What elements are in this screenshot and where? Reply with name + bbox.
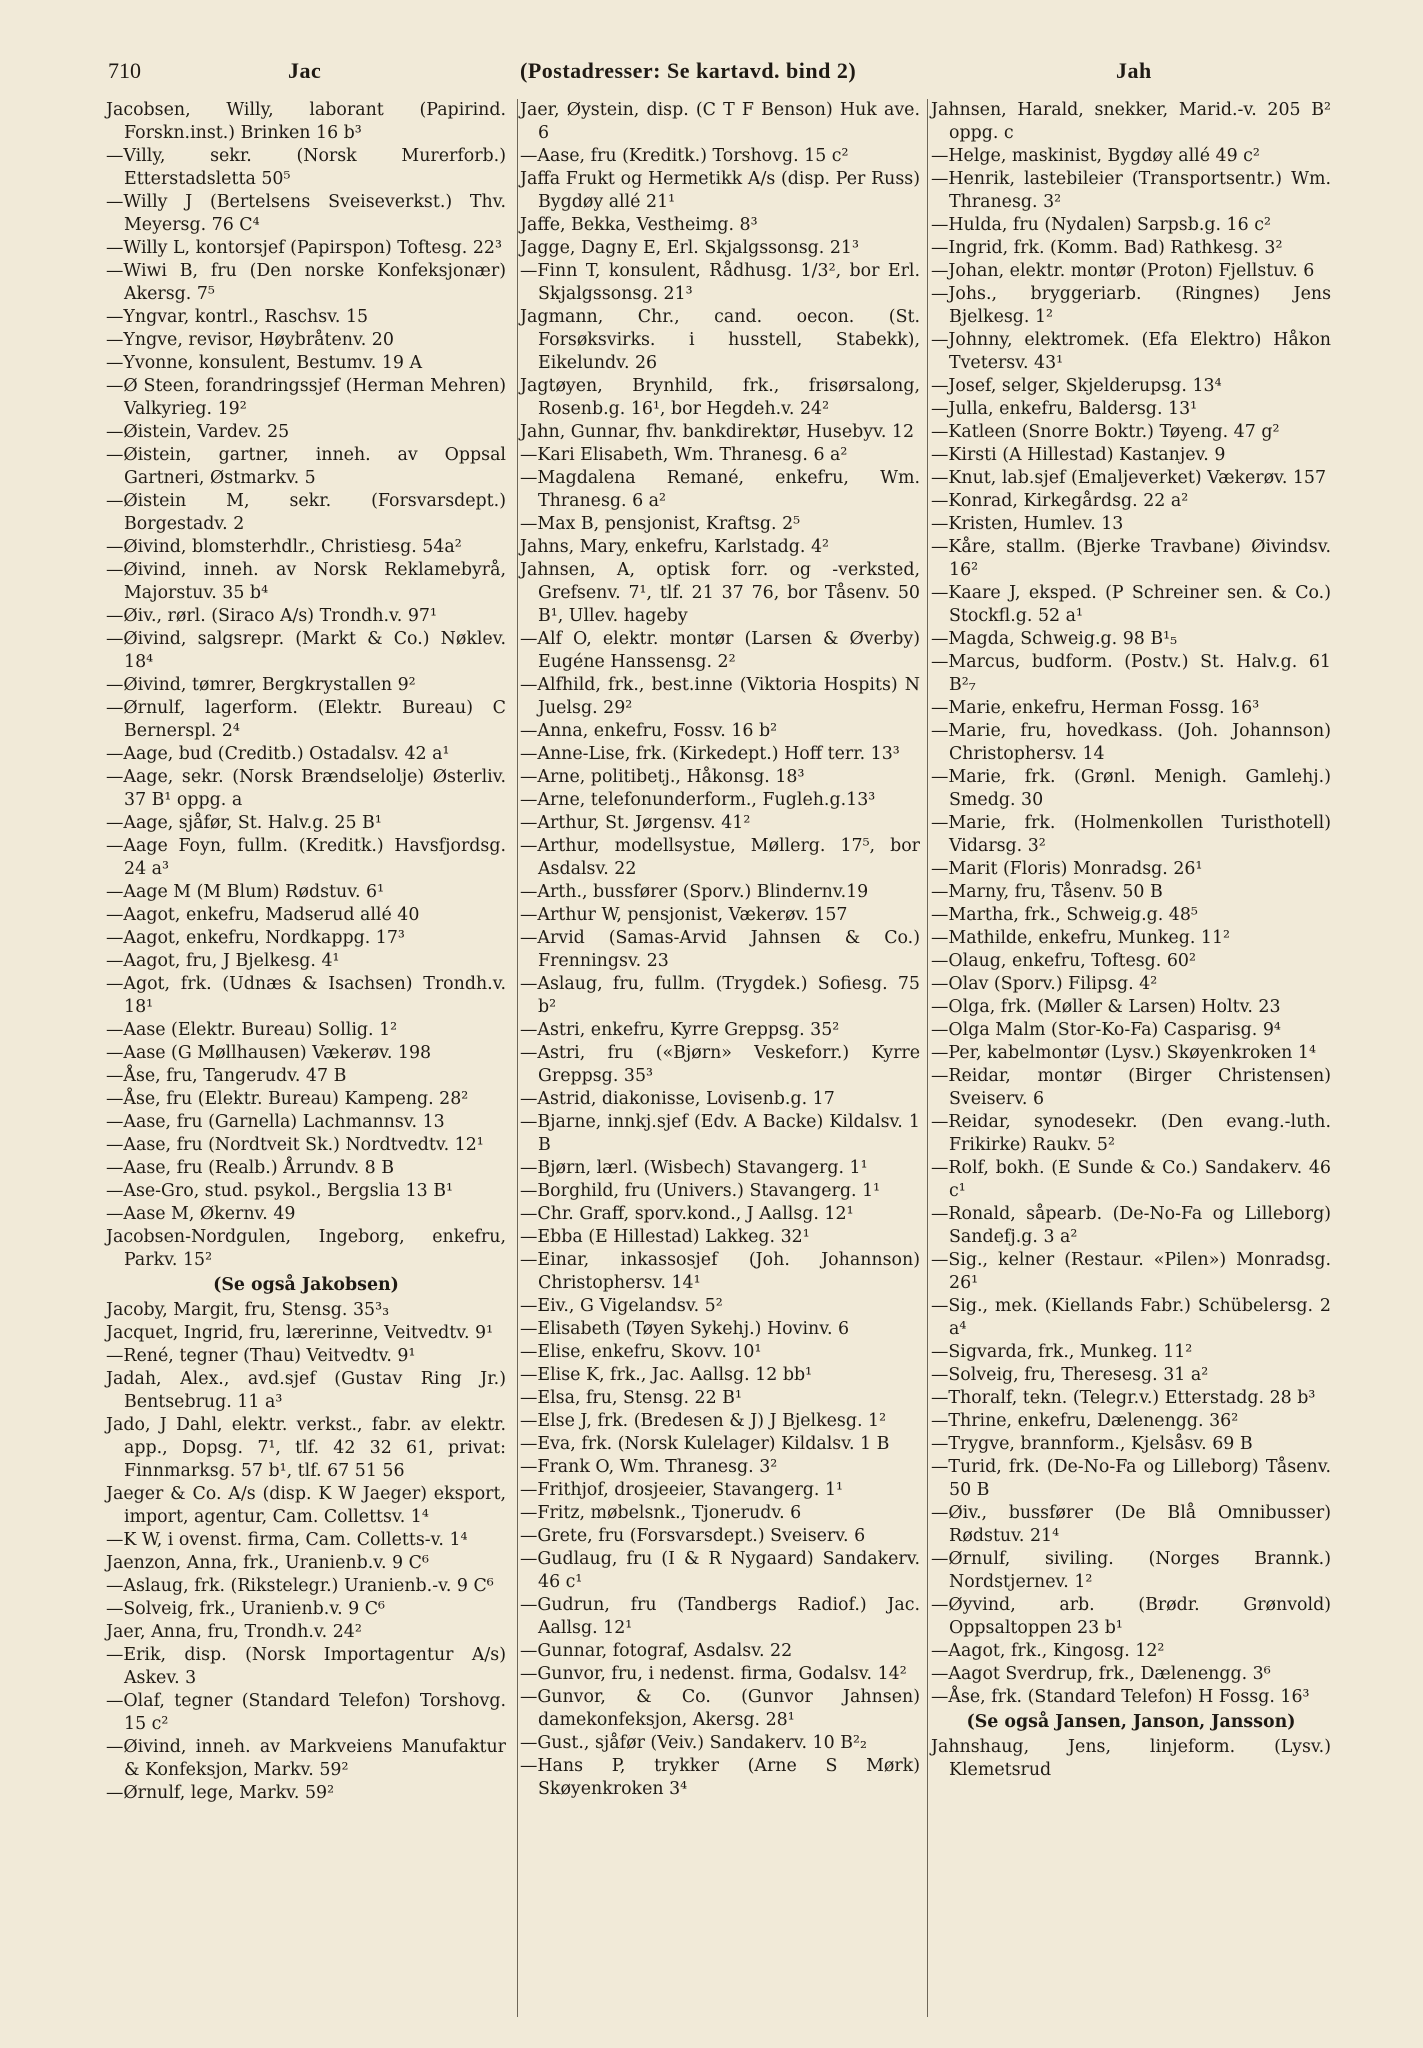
directory-entry: —Marie, frk. (Grønl. Menigh. Gamlehj.) Smedg. 30 (931, 767, 1331, 810)
directory-entry: —Øivind, tømrer, Bergkrystallen 9² (106, 675, 416, 695)
directory-entry: —Kristen, Humlev. 13 (931, 514, 1124, 534)
directory-entry: —Else J, frk. (Bredesen & J) J Bjelkesg. 1² (520, 1411, 887, 1431)
directory-entry: —Bjørn, lærl. (Wisbech) Stavangerg. 1¹ (520, 1158, 868, 1178)
directory-entry: —Marie, frk. (Holmenkollen Turisthotell) Vidarsg. 3² (931, 813, 1331, 856)
directory-entry: —Josef, selger, Skjelderupsg. 13⁴ (931, 376, 1222, 396)
directory-entry: —Frithjof, drosjeeier, Stavangerg. 1¹ (520, 1480, 844, 1500)
directory-entry: —Turid, frk. (De-No-Fa og Lilleborg) Tåsenv. 50 B (931, 1457, 1331, 1500)
directory-entry: —Yvonne, konsulent, Bestumv. 19 A (106, 353, 423, 373)
directory-entry: —Astrid, diakonisse, Lovisenb.g. 17 (520, 1089, 835, 1109)
directory-entry: —Olaug, enkefru, Toftesg. 60² (931, 951, 1196, 971)
column-2 (520, 99, 920, 1801)
directory-entry: —Arth., bussfører (Sporv.) Blindernv.19 (520, 882, 869, 902)
directory-entry: —Marcus, budform. (Postv.) St. Halv.g. 61 B²₇ (931, 652, 1331, 695)
directory-entry: Jaenzon, Anna, frk., Uranienb.v. 9 C⁶ (106, 1553, 429, 1573)
directory-entry: —Øivind, blomsterhdlr., Christiesg. 54a² (106, 537, 462, 557)
directory-entry: —Sig., mek. (Kiellands Fabr.) Schübelersg. 2 a⁴ (931, 1296, 1331, 1339)
directory-entry: —Elise K, frk., Jac. Aallsg. 12 bb¹ (520, 1365, 813, 1385)
directory-entry: Jacobsen, Willy, laborant (Papirind. Forskn.inst.) Brinken 16 b³ (106, 100, 506, 143)
left-keyword: Jac (288, 58, 322, 83)
directory-entry: Jaer, Øystein, disp. (C T F Benson) Huk ave. 6 (520, 100, 920, 143)
directory-entry: —Aagot, enkefru, Nordkappg. 17³ (106, 928, 405, 948)
directory-entry: —Gust., sjåfør (Veiv.) Sandakerv. 10 B²₂ (520, 1733, 867, 1753)
page-number: 710 (108, 58, 141, 83)
page-header (108, 58, 1348, 98)
directory-entry: —Arthur, St. Jørgensv. 41² (520, 813, 751, 833)
directory-entry: —Fritz, møbelsnk., Tjonerudv. 6 (520, 1503, 802, 1523)
directory-entry: —Willy L, kontorsjef (Papirspon) Toftesg. 22³ (106, 238, 502, 258)
directory-entry: —Willy J (Bertelsens Sveiseverkst.) Thv. Meyersg. 76 C⁴ (106, 192, 506, 235)
directory-entry: Jahns, Mary, enkefru, Karlstadg. 4² (520, 537, 829, 557)
directory-entry: —Rolf, bokh. (E Sunde & Co.) Sandakerv. 46 c¹ (931, 1158, 1331, 1201)
directory-entry: —Arvid (Samas-Arvid Jahnsen & Co.) Frenningsv. 23 (520, 928, 920, 971)
directory-entry: —Elise, enkefru, Skovv. 10¹ (520, 1342, 762, 1362)
directory-entry: —Helge, maskinist, Bygdøy allé 49 c² (931, 146, 1260, 166)
directory-entry: —Øivind, salgsrepr. (Markt & Co.) Nøklev. 18⁴ (106, 629, 506, 672)
directory-entry: Jacobsen-Nordgulen, Ingeborg, enkefru, Parkv. 15² (106, 1227, 506, 1270)
directory-entry: Jahnsen, Harald, snekker, Marid.-v. 205 B² oppg. c (931, 100, 1331, 143)
directory-entry: —Arthur W, pensjonist, Vækerøv. 157 (520, 905, 848, 925)
directory-entry: —René, tegner (Thau) Veitvedtv. 9¹ (106, 1346, 416, 1366)
directory-entry: —Øistein M, sekr. (Forsvarsdept.) Borgestadv. 2 (106, 491, 506, 534)
directory-entry: —Øyvind, arb. (Brødr. Grønvold) Oppsaltoppen 23 b¹ (931, 1595, 1331, 1638)
directory-entry: —Erik, disp. (Norsk Importagentur A/s) Askev. 3 (106, 1645, 506, 1688)
directory-entry: Jaeger & Co. A/s (disp. K W Jaeger) eksport, import, agentur, Cam. Collettsv. 1⁴ (106, 1484, 506, 1527)
directory-entry: —Åse, fru, Tangerudv. 47 B (106, 1066, 347, 1086)
directory-entry: Jaffe, Bekka, Vestheimg. 8³ (520, 215, 758, 235)
directory-entry: —Martha, frk., Schweig.g. 48⁵ (931, 905, 1198, 925)
directory-entry: —Wiwi B, fru (Den norske Konfeksjonær) Akersg. 7⁵ (106, 261, 506, 304)
directory-entry: —Magda, Schweig.g. 98 B¹₅ (931, 629, 1178, 649)
directory-entry: Jahnsen, A, optisk forr. og -verksted, Grefsenv. 7¹, tlf. 21 37 76, bor Tåsenv. 50 B¹, Ullev. hageby (520, 560, 920, 626)
directory-entry: —Aase (Elektr. Bureau) Sollig. 1² (106, 1020, 398, 1040)
directory-entry: —Alf O, elektr. montør (Larsen & Øverby) Eugéne Hanssensg. 2² (520, 629, 920, 672)
directory-entry: —Kirsti (A Hillestad) Kastanjev. 9 (931, 445, 1226, 465)
directory-entry: Jaffa Frukt og Hermetikk A/s (disp. Per Russ) Bygdøy allé 21¹ (520, 169, 920, 212)
directory-entry: —Gudrun, fru (Tandbergs Radiof.) Jac. Aallsg. 12¹ (520, 1595, 920, 1638)
directory-entry: —Øistein, Vardev. 25 (106, 422, 290, 442)
directory-entry: —Åse, fru (Elektr. Bureau) Kampeng. 28² (106, 1089, 469, 1109)
directory-entry: —Øiv., rørl. (Siraco A/s) Trondh.v. 97¹ (106, 606, 437, 626)
directory-entry: —Ørnulf, lagerform. (Elektr. Bureau) C Bernerspl. 2⁴ (106, 698, 506, 741)
directory-entry: —Solveig, frk., Uranienb.v. 9 C⁶ (106, 1599, 386, 1619)
directory-entry: —Ørnulf, siviling. (Norges Brannk.) Nordstjernev. 1² (931, 1549, 1331, 1592)
directory-entry: —Anna, enkefru, Fossv. 16 b² (520, 721, 778, 741)
directory-entry: —Gunnar, fotograf, Asdalsv. 22 (520, 1641, 793, 1661)
directory-entry: —Øiv., bussfører (De Blå Omnibusser) Rødstuv. 21⁴ (931, 1503, 1331, 1546)
directory-entry: —Aslaug, frk. (Rikstelegr.) Uranienb.-v. 9 C⁶ (106, 1576, 494, 1596)
directory-entry: Jagtøyen, Brynhild, frk., frisørsalong, Rosenb.g. 16¹, bor Hegdeh.v. 24² (520, 376, 920, 419)
directory-entry: —Gunvor, & Co. (Gunvor Jahnsen) damekonfeksjon, Akersg. 28¹ (520, 1687, 920, 1730)
directory-entry: —Anne-Lise, frk. (Kirkedept.) Hoff terr. 13³ (520, 744, 900, 764)
directory-entry: (Se også Jansen, Janson, Jansson) (966, 1712, 1296, 1732)
directory-entry: —Eva, frk. (Norsk Kulelager) Kildalsv. 1 B (520, 1434, 890, 1454)
directory-entry: —Aage Foyn, fullm. (Kreditk.) Havsfjordsg. 24 a³ (106, 836, 506, 879)
directory-entry: —Grete, fru (Forsvarsdept.) Sveiserv. 6 (520, 1526, 866, 1546)
directory-entry: —Finn T, konsulent, Rådhusg. 1/3², bor Erl. Skjalgssonsg. 21³ (520, 261, 920, 304)
directory-entry: —Johan, elektr. montør (Proton) Fjellstuv. 6 (931, 261, 1315, 281)
directory-entry: —Johs., bryggeriarb. (Ringnes) Jens Bjelkesg. 1² (931, 284, 1331, 327)
directory-entry: —Arne, politibetj., Håkonsg. 18³ (520, 767, 805, 787)
directory-entry: —Johnny, elektromek. (Efa Elektro) Håkon Tvetersv. 43¹ (931, 330, 1331, 373)
directory-entry: —Bjarne, innkj.sjef (Edv. A Backe) Kildalsv. 1 B (520, 1112, 920, 1155)
directory-entry: —Astri, fru («Bjørn» Veskeforr.) Kyrre Greppsg. 35³ (520, 1043, 920, 1086)
directory-entry: —Aase, fru (Nordtveit Sk.) Nordtvedtv. 12¹ (106, 1135, 484, 1155)
directory-entry: —Aase, fru (Kreditk.) Torshovg. 15 c² (520, 146, 849, 166)
directory-entry: —Mathilde, enkefru, Munkeg. 11² (931, 928, 1231, 948)
directory-entry: —Alfhild, frk., best.inne (Viktoria Hospits) N Juelsg. 29² (520, 675, 920, 718)
directory-entry: —Aage, sekr. (Norsk Brændselolje) Østerliv. 37 B¹ oppg. a (106, 767, 506, 810)
directory-entry: —Marie, enkefru, Herman Fossg. 16³ (931, 698, 1260, 718)
directory-entry: —Thoralf, tekn. (Telegr.v.) Etterstadg. 28 b³ (931, 1388, 1316, 1408)
directory-entry: Jaer, Anna, fru, Trondh.v. 24² (106, 1622, 362, 1642)
directory-entry: —Olga Malm (Stor-Ko-Fa) Casparisg. 9⁴ (931, 1020, 1281, 1040)
directory-entry: Jado, J Dahl, elektr. verkst., fabr. av elektr. app., Dopsg. 7¹, tlf. 42 32 61, privat: Finnmarksg. 57 b¹, tlf. 67 51 56 (106, 1415, 506, 1481)
directory-entry: —Aase, fru (Garnella) Lachmannsv. 13 (106, 1112, 445, 1132)
directory-entry: —Ase-Gro, stud. psykol., Bergslia 13 B¹ (106, 1181, 453, 1201)
directory-entry: —Ørnulf, lege, Markv. 59² (106, 1783, 335, 1803)
directory-entry: —Aase, fru (Realb.) Årrundv. 8 B (106, 1158, 395, 1178)
directory-entry: —Hulda, fru (Nydalen) Sarpsb.g. 16 c² (931, 215, 1271, 235)
directory-entry: —Ebba (E Hillestad) Lakkeg. 32¹ (520, 1227, 810, 1247)
column-divider (927, 99, 928, 2017)
directory-entry: (Se også Jakobsen) (213, 1275, 399, 1295)
directory-entry: —Hans P, trykker (Arne S Mørk) Skøyenkroken 3⁴ (520, 1756, 920, 1799)
directory-entry: —Sig., kelner (Restaur. «Pilen») Monradsg. 26¹ (931, 1250, 1331, 1293)
directory-entry: —Magdalena Remané, enkefru, Wm. Thranesg. 6 a² (520, 468, 920, 511)
directory-entry: —Øivind, inneh. av Markveiens Manufaktur & Konfeksjon, Markv. 59² (106, 1737, 506, 1780)
column-3 (931, 99, 1331, 1782)
directory-entry: —Aage, sjåfør, St. Halv.g. 25 B¹ (106, 813, 382, 833)
directory-entry: —Aagot, fru, J Bjelkesg. 4¹ (106, 951, 340, 971)
directory-entry: —Olav (Sporv.) Filipsg. 4² (931, 974, 1158, 994)
directory-entry: —Knut, lab.sjef (Emaljeverket) Vækerøv. 157 (931, 468, 1327, 488)
directory-entry: —Øivind, inneh. av Norsk Reklamebyrå, Majorstuv. 35 b⁴ (106, 560, 506, 603)
directory-entry: —Agot, frk. (Udnæs & Isachsen) Trondh.v. 18¹ (106, 974, 506, 1017)
directory-entry: —Borghild, fru (Univers.) Stavangerg. 1¹ (520, 1181, 881, 1201)
directory-entry: —Aagot Sverdrup, frk., Dælenengg. 3⁶ (931, 1664, 1271, 1684)
directory-entry: Jacoby, Margit, fru, Stensg. 35³₃ (106, 1300, 390, 1320)
directory-entry: —Ronald, såpearb. (De-No-Fa og Lilleborg) Sandefj.g. 3 a² (931, 1204, 1331, 1247)
directory-entry: —Astri, enkefru, Kyrre Greppsg. 35² (520, 1020, 840, 1040)
directory-entry: —Kaare J, eksped. (P Schreiner sen. & Co.) Stockfl.g. 52 a¹ (931, 583, 1331, 626)
directory-entry: —Reidar, montør (Birger Christensen) Sveiserv. 6 (931, 1066, 1331, 1109)
directory-entry: —Sigvarda, frk., Munkeg. 11² (931, 1342, 1193, 1362)
directory-entry: —Aage, bud (Creditb.) Ostadalsv. 42 a¹ (106, 744, 450, 764)
directory-entry: —Julla, enkefru, Baldersg. 13¹ (931, 399, 1198, 419)
directory-entry: —Marie, fru, hovedkass. (Joh. Johannson) Christophersv. 14 (931, 721, 1331, 764)
directory-entry: —Marit (Floris) Monradsg. 26¹ (931, 859, 1203, 879)
directory-entry: —Aase M, Økernv. 49 (106, 1204, 296, 1224)
directory-entry: —Eiv., G Vigelandsv. 5² (520, 1296, 723, 1316)
directory-entry: Jahn, Gunnar, fhv. bankdirektør, Husebyv. 12 (520, 422, 915, 442)
directory-entry: —Einar, inkassosjef (Joh. Johannson) Christophersv. 14¹ (520, 1250, 920, 1293)
directory-entry: —Trygve, brannform., Kjelsåsv. 69 B (931, 1434, 1253, 1454)
directory-entry: —Olaf, tegner (Standard Telefon) Torshovg. 15 c² (106, 1691, 506, 1734)
directory-entry: —Kåre, stallm. (Bjerke Travbane) Øivindsv. 16² (931, 537, 1331, 580)
directory-entry: Jacquet, Ingrid, fru, lærerinne, Veitvedtv. 9¹ (106, 1323, 494, 1343)
directory-entry: —Olga, frk. (Møller & Larsen) Holtv. 23 (931, 997, 1281, 1017)
directory-entry: —Reidar, synodesekr. (Den evang.-luth. Frikirke) Raukv. 5² (931, 1112, 1331, 1155)
directory-entry: —Marny, fru, Tåsenv. 50 B (931, 882, 1163, 902)
directory-entry: —Per, kabelmontør (Lysv.) Skøyenkroken 1⁴ (931, 1043, 1316, 1063)
directory-entry: —K W, i ovenst. firma, Cam. Colletts-v. 1⁴ (106, 1530, 468, 1550)
directory-entry: —Gudlaug, fru (I & R Nygaard) Sandakerv. 46 c¹ (520, 1549, 920, 1592)
right-keyword: Jah (1116, 58, 1152, 83)
directory-entry: —Max B, pensjonist, Kraftsg. 2⁵ (520, 514, 801, 534)
directory-entry: —Chr. Graff, sporv.kond., J Aallsg. 12¹ (520, 1204, 854, 1224)
directory-entry: —Frank O, Wm. Thranesg. 3² (520, 1457, 778, 1477)
directory-entry: —Kari Elisabeth, Wm. Thranesg. 6 a² (520, 445, 848, 465)
directory-entry: Jagmann, Chr., cand. oecon. (St. Forsøksvirks. i husstell, Stabekk), Eikelundv. 26 (520, 307, 920, 373)
directory-entry: —Elisabeth (Tøyen Sykehj.) Hovinv. 6 (520, 1319, 850, 1339)
directory-entry: —Konrad, Kirkegårdsg. 22 a² (931, 491, 1189, 511)
directory-entry: Jagge, Dagny E, Erl. Skjalgssonsg. 21³ (520, 238, 859, 258)
directory-entry: —Elsa, fru, Stensg. 22 B¹ (520, 1388, 742, 1408)
directory-entry: —Aagot, frk., Kingosg. 12² (931, 1641, 1165, 1661)
directory-entry: —Ø Steen, forandringssjef (Herman Mehren) Valkyrieg. 19² (106, 376, 506, 419)
directory-entry: Jahnshaug, Jens, linjeform. (Lysv.) Klemetsrud (931, 1737, 1331, 1780)
column-1 (106, 99, 506, 1805)
column-divider (517, 99, 518, 2017)
directory-entry: —Aslaug, fru, fullm. (Trygdek.) Sofiesg. 75 b² (520, 974, 920, 1017)
directory-entry: —Henrik, lastebileier (Transportsentr.) Wm. Thranesg. 3² (931, 169, 1331, 212)
directory-entry: —Thrine, enkefru, Dælenengg. 36² (931, 1411, 1239, 1431)
directory-entry: Jadah, Alex., avd.sjef (Gustav Ring Jr.) Bentsebrug. 11 a³ (106, 1369, 506, 1412)
directory-entry: —Solveig, fru, Theresesg. 31 a² (931, 1365, 1209, 1385)
directory-entry: —Aase (G Møllhausen) Vækerøv. 198 (106, 1043, 432, 1063)
directory-entry: —Katleen (Snorre Boktr.) Tøyeng. 47 g² (931, 422, 1280, 442)
directory-entry: —Yngve, revisor, Høybråtenv. 20 (106, 330, 394, 350)
directory-entry: —Arne, telefonunderform., Fugleh.g.13³ (520, 790, 876, 810)
header-title: (Postadresser: Se kartavd. bind 2) (520, 58, 857, 83)
directory-entry: —Arthur, modellsystue, Møllerg. 17⁵, bor Asdalsv. 22 (520, 836, 920, 879)
directory-entry: —Aage M (M Blum) Rødstuv. 6¹ (106, 882, 385, 902)
directory-entry: —Ingrid, frk. (Komm. Bad) Rathkesg. 3² (931, 238, 1283, 258)
directory-entry: —Gunvor, fru, i nedenst. firma, Godalsv. 14² (520, 1664, 907, 1684)
directory-entry: —Øistein, gartner, inneh. av Oppsal Gartneri, Østmarkv. 5 (106, 445, 506, 488)
directory-entry: —Villy, sekr. (Norsk Murerforb.) Etterstadsletta 50⁵ (106, 146, 506, 189)
directory-entry: —Yngvar, kontrl., Raschsv. 15 (106, 307, 369, 327)
directory-entry: —Åse, frk. (Standard Telefon) H Fossg. 16³ (931, 1687, 1310, 1707)
directory-entry: —Aagot, enkefru, Madserud allé 40 (106, 905, 420, 925)
